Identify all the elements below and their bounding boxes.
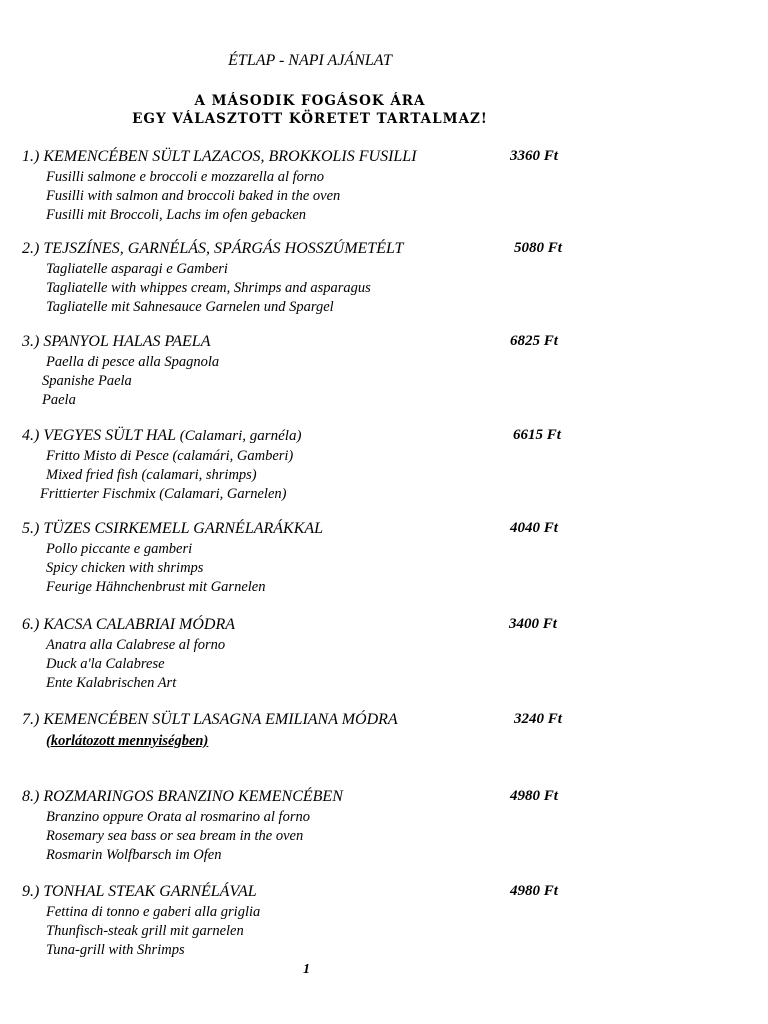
menu-subtitle-line-2: EGY VÁLASZTOTT KÖRETET TARTALMAZ!	[132, 111, 488, 127]
menu-item-6	[22, 616, 582, 694]
menu-item-name: 7.) KEMENCÉBEN SÜLT LASAGNA EMILIANA MÓDRA	[22, 711, 398, 728]
menu-item-note: (Calamari, garnéla)	[179, 428, 302, 444]
menu-item-translation: Ente Kalabrischen Art	[46, 675, 177, 692]
menu-item-translation: Paella di pesce alla Spagnola	[46, 354, 220, 370]
menu-item-translation: Pollo piccante e gamberi	[46, 541, 193, 557]
menu-subtitle-line-1: A MÁSODIK FOGÁSOK ÁRA	[194, 93, 426, 109]
menu-item-price: 3240 Ft	[514, 711, 562, 727]
menu-item-name: 9.) TONHAL STEAK GARNÉLÁVAL	[22, 883, 257, 900]
menu-item-2	[22, 240, 582, 318]
menu-item-7	[22, 711, 582, 751]
menu-item-translation: Thunfisch-steak grill mit garnelen	[46, 923, 244, 940]
menu-item-8	[22, 788, 582, 866]
menu-item-name: 4.) VEGYES SÜLT HAL	[22, 427, 176, 444]
menu-item-translation: Paela	[42, 392, 76, 409]
menu-item-translation: Spanishe Paela	[42, 373, 132, 390]
menu-item-price: 6825 Ft	[510, 333, 558, 349]
menu-item-translation: Anatra alla Calabrese al forno	[46, 637, 226, 653]
menu-item-translation: Fettina di tonno e gaberi alla griglia	[46, 904, 261, 920]
menu-item-translation: Tagliatelle asparagi e Gamberi	[46, 261, 228, 277]
menu-item-translation: Fusilli salmone e broccoli e mozzarella al forno	[46, 169, 325, 185]
menu-item-4	[22, 427, 582, 505]
menu-item-3	[22, 333, 582, 411]
menu-item-translation: Spicy chicken with shrimps	[46, 560, 204, 577]
menu-item-name: 5.) TÜZES CSIRKEMELL GARNÉLARÁKKAL	[22, 520, 324, 537]
menu-item-translation: Tagliatelle with whippes cream, Shrimps and asparagus	[46, 280, 371, 297]
menu-item-1	[22, 148, 582, 226]
menu-item-name: 8.) ROZMARINGOS BRANZINO KEMENCÉBEN	[22, 788, 343, 805]
menu-item-price: 5080 Ft	[514, 240, 562, 256]
menu-item-translation: Fusilli mit Broccoli, Lachs im ofen gebacken	[46, 207, 307, 224]
menu-item-price: 3400 Ft	[509, 616, 557, 632]
menu-item-translation: Rosmarin Wolfbarsch im Ofen	[46, 847, 222, 864]
menu-item-name: 6.) KACSA CALABRIAI MÓDRA	[22, 616, 236, 633]
menu-item-translation: Duck a'la Calabrese	[46, 656, 165, 673]
menu-item-translation: Mixed fried fish (calamari, shrimps)	[46, 467, 257, 484]
menu-item-9	[22, 883, 582, 961]
menu-item-price: 3360 Ft	[510, 148, 558, 164]
menu-item-name: 3.) SPANYOL HALAS PAELA	[22, 333, 211, 350]
menu-item-price: 4980 Ft	[510, 788, 558, 804]
menu-item-translation: Frittierter Fischmix (Calamari, Garnelen)	[40, 486, 287, 503]
menu-item-name: 1.) KEMENCÉBEN SÜLT LAZACOS, BROKKOLIS FUSILLI	[22, 148, 417, 165]
menu-item-price: 4980 Ft	[510, 883, 558, 899]
menu-item-translation: Rosemary sea bass or sea bream in the oven	[46, 828, 304, 845]
menu-item-translation: Fusilli with salmon and broccoli baked in the oven	[46, 188, 341, 205]
menu-item-translation: Tagliatelle mit Sahnesauce Garnelen und Spargel	[46, 299, 334, 316]
menu-item-price: 4040 Ft	[510, 520, 558, 536]
page-number: 1	[303, 962, 310, 977]
menu-item-price: 6615 Ft	[513, 427, 561, 443]
menu-item-translation: Feurige Hähnchenbrust mit Garnelen	[46, 579, 266, 596]
menu-item-translation: Fritto Misto di Pesce (calamári, Gamberi)	[46, 448, 294, 464]
limited-quantity-note: (korlátozott mennyiségben)	[46, 733, 209, 749]
menu-item-name: 2.) TEJSZÍNES, GARNÉLÁS, SPÁRGÁS HOSSZÚMETÉLT	[22, 240, 404, 257]
menu-item-translation: Tuna-grill with Shrimps	[46, 942, 185, 959]
menu-item-5	[22, 520, 582, 598]
menu-item-translation: Branzino oppure Orata al rosmarino al forno	[46, 809, 310, 825]
menu-title: ÉTLAP - NAPI AJÁNLAT	[228, 52, 392, 69]
